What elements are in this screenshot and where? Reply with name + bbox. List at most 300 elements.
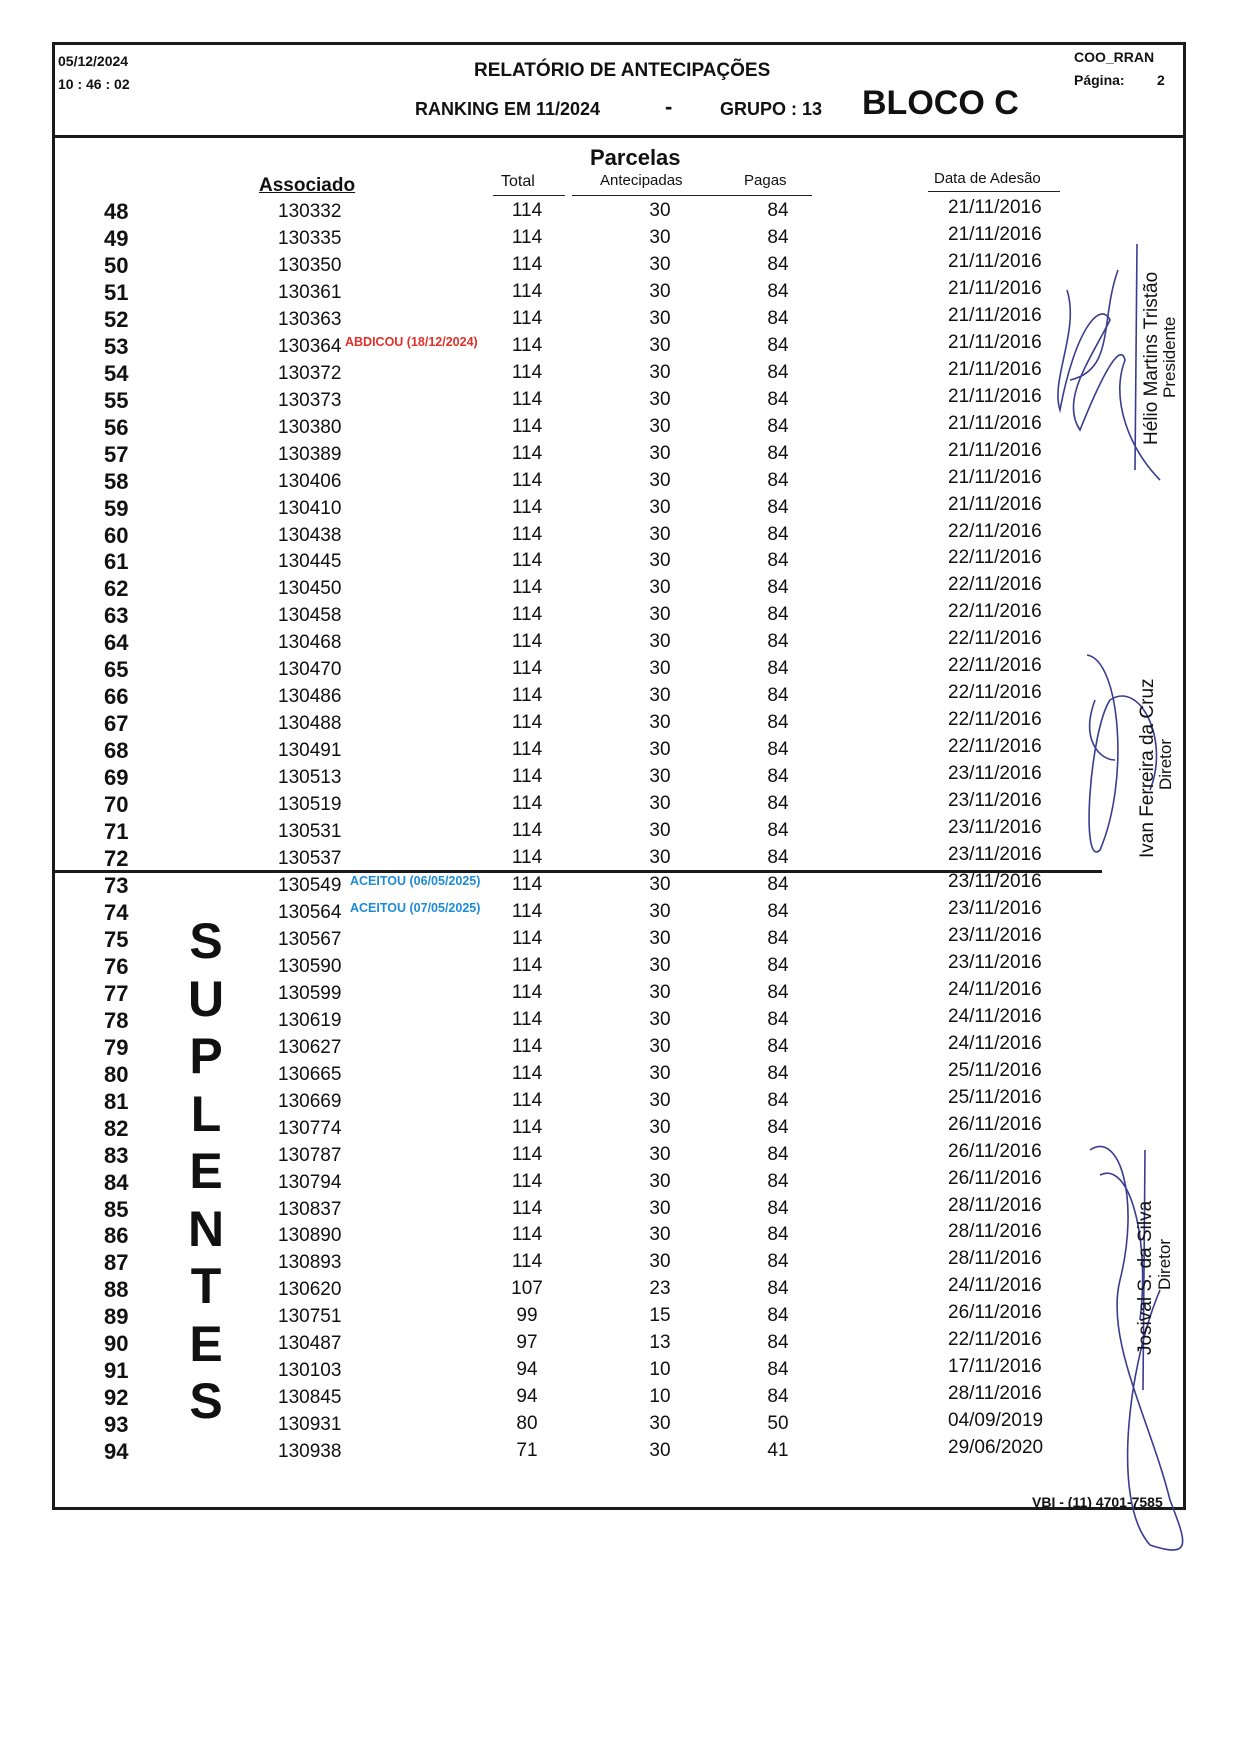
total-cell: 114	[511, 1090, 543, 1111]
total-cell: 114	[511, 1224, 543, 1245]
associado-id: 130519	[278, 794, 342, 815]
total-cell: 114	[511, 982, 543, 1003]
associado-id: 130488	[278, 713, 342, 734]
associado-id: 130491	[278, 740, 342, 761]
pagas-cell: 84	[767, 901, 789, 922]
pagas-cell: 84	[767, 335, 789, 356]
data-adesao-cell: 26/11/2016	[948, 1141, 1042, 1162]
rank-number: 90	[104, 1331, 129, 1356]
rank-number: 53	[104, 334, 129, 359]
total-cell: 114	[511, 847, 543, 868]
page-label: Página:	[1074, 72, 1125, 88]
antecipadas-cell: 30	[649, 308, 671, 329]
associado-id: 130774	[278, 1118, 342, 1139]
data-adesao-cell: 26/11/2016	[948, 1114, 1042, 1135]
pagas-cell: 84	[767, 308, 789, 329]
rank-number: 76	[104, 954, 129, 979]
rank-number: 86	[104, 1223, 129, 1248]
antecipadas-cell: 30	[649, 497, 671, 518]
rank-number: 74	[104, 900, 129, 925]
pagas-cell: 84	[767, 739, 789, 760]
rank-number: 66	[104, 684, 129, 709]
data-adesao-cell: 17/11/2016	[948, 1356, 1042, 1377]
signature-name-ivan: Ivan Ferreira da Cruz	[1137, 678, 1158, 858]
pagas-cell: 84	[767, 1090, 789, 1111]
pagas-cell: 84	[767, 1198, 789, 1219]
associado-id: 130794	[278, 1172, 342, 1193]
suplentes-letter: U	[187, 970, 225, 1027]
total-cell: 97	[516, 1332, 538, 1353]
total-cell: 114	[511, 793, 543, 814]
pagas-cell: 84	[767, 982, 789, 1003]
total-cell: 114	[511, 308, 543, 329]
data-adesao-cell: 21/11/2016	[948, 413, 1042, 434]
associado-id: 130373	[278, 390, 342, 411]
antecipadas-cell: 30	[649, 1251, 671, 1272]
rank-number: 69	[104, 765, 129, 790]
pagas-cell: 84	[767, 524, 789, 545]
pagas-cell: 84	[767, 712, 789, 733]
total-cell: 114	[511, 1009, 543, 1030]
data-adesao-cell: 28/11/2016	[948, 1195, 1042, 1216]
pagas-cell: 84	[767, 604, 789, 625]
associado-id: 130751	[278, 1306, 342, 1327]
total-cell: 114	[511, 874, 543, 895]
antecipadas-cell: 30	[649, 281, 671, 302]
data-adesao-cell: 22/11/2016	[948, 601, 1042, 622]
antecipadas-cell: 30	[649, 1036, 671, 1057]
total-cell: 114	[511, 470, 543, 491]
rank-number: 80	[104, 1062, 129, 1087]
pagas-cell: 84	[767, 928, 789, 949]
status-note: ACEITOU (06/05/2025)	[350, 874, 481, 888]
signature-role-josival: Diretor	[1155, 1238, 1174, 1290]
rank-number: 58	[104, 469, 129, 494]
total-cell: 114	[511, 928, 543, 949]
pagas-cell: 84	[767, 577, 789, 598]
pagas-cell: 84	[767, 955, 789, 976]
data-adesao-cell: 26/11/2016	[948, 1168, 1042, 1189]
rank-number: 48	[104, 199, 129, 224]
associado-id: 130619	[278, 1010, 342, 1031]
pagas-cell: 84	[767, 820, 789, 841]
data-adesao-cell: 24/11/2016	[948, 1006, 1042, 1027]
associado-id: 130332	[278, 201, 342, 222]
data-adesao-cell: 24/11/2016	[948, 979, 1042, 1000]
antecipadas-cell: 30	[649, 901, 671, 922]
pagas-cell: 84	[767, 766, 789, 787]
antecipadas-cell: 30	[649, 820, 671, 841]
associado-id: 130458	[278, 605, 342, 626]
pagas-cell: 84	[767, 793, 789, 814]
pagas-cell: 50	[767, 1413, 789, 1434]
pagas-cell: 84	[767, 1305, 789, 1326]
associado-id: 130537	[278, 848, 342, 869]
associado-id: 130438	[278, 525, 342, 546]
antecipadas-cell: 30	[649, 1009, 671, 1030]
data-adesao-cell: 21/11/2016	[948, 440, 1042, 461]
associado-id: 130599	[278, 983, 342, 1004]
total-cell: 114	[511, 820, 543, 841]
pagas-cell: 84	[767, 874, 789, 895]
data-adesao-cell: 22/11/2016	[948, 655, 1042, 676]
pagas-cell: 84	[767, 1332, 789, 1353]
rank-number: 94	[104, 1439, 129, 1464]
rank-number: 64	[104, 630, 129, 655]
antecipadas-cell: 30	[649, 335, 671, 356]
associado-id: 130372	[278, 363, 342, 384]
rank-number: 81	[104, 1089, 129, 1114]
pagas-cell: 84	[767, 658, 789, 679]
total-cell: 71	[516, 1440, 538, 1461]
data-adesao-cell: 25/11/2016	[948, 1087, 1042, 1108]
rank-number: 54	[104, 361, 129, 386]
rank-number: 71	[104, 819, 129, 844]
total-cell: 114	[511, 443, 543, 464]
antecipadas-cell: 15	[649, 1305, 671, 1326]
total-cell: 80	[516, 1413, 538, 1434]
pagas-cell: 84	[767, 470, 789, 491]
total-cell: 114	[511, 685, 543, 706]
data-adesao-cell: 23/11/2016	[948, 871, 1042, 892]
signature-name-josival: Josival S. da Silva	[1135, 1200, 1156, 1355]
bloco-label: BLOCO C	[862, 84, 1019, 122]
rank-number: 91	[104, 1358, 129, 1383]
antecipadas-cell: 30	[649, 1413, 671, 1434]
antecipadas-header: Antecipadas	[600, 172, 683, 189]
report-code: COO_RRAN	[1074, 49, 1155, 65]
data-adesao-cell: 22/11/2016	[948, 682, 1042, 703]
rank-number: 73	[104, 873, 129, 898]
associado-id: 130361	[278, 282, 342, 303]
associado-id: 130335	[278, 228, 342, 249]
antecipadas-cell: 30	[649, 1117, 671, 1138]
associado-id: 130468	[278, 632, 342, 653]
pagas-header: Pagas	[744, 172, 787, 189]
associado-id: 130486	[278, 686, 342, 707]
data-adesao-cell: 22/11/2016	[948, 628, 1042, 649]
total-cell: 114	[511, 227, 543, 248]
rank-number: 85	[104, 1197, 129, 1222]
antecipadas-cell: 30	[649, 604, 671, 625]
antecipadas-cell: 30	[649, 577, 671, 598]
antecipadas-cell: 30	[649, 658, 671, 679]
total-cell: 114	[511, 901, 543, 922]
total-cell: 114	[511, 577, 543, 598]
antecipadas-cell: 30	[649, 524, 671, 545]
antecipadas-cell: 30	[649, 550, 671, 571]
data-adesao-cell: 25/11/2016	[948, 1060, 1042, 1081]
grupo-label: GRUPO : 13	[720, 99, 823, 119]
associado-id: 130103	[278, 1360, 342, 1381]
data-adesao-cell: 23/11/2016	[948, 817, 1042, 838]
data-adesao-cell: 22/11/2016	[948, 709, 1042, 730]
associado-id: 130549	[278, 875, 342, 896]
antecipadas-cell: 13	[649, 1332, 671, 1353]
data-adesao-cell: 26/11/2016	[948, 1302, 1042, 1323]
antecipadas-cell: 30	[649, 631, 671, 652]
total-cell: 114	[511, 604, 543, 625]
associado-id: 130513	[278, 767, 342, 788]
data-adesao-cell: 22/11/2016	[948, 1329, 1042, 1350]
total-cell: 114	[511, 416, 543, 437]
antecipadas-cell: 30	[649, 1144, 671, 1165]
antecipadas-cell: 30	[649, 1090, 671, 1111]
rank-number: 51	[104, 280, 129, 305]
pagas-cell: 84	[767, 1144, 789, 1165]
antecipadas-cell: 23	[649, 1278, 671, 1299]
data-adesao-header: Data de Adesão	[934, 170, 1041, 187]
suplentes-letter: S	[189, 913, 223, 969]
rank-number: 68	[104, 738, 129, 763]
data-adesao-cell: 21/11/2016	[948, 332, 1042, 353]
pagas-cell: 84	[767, 1224, 789, 1245]
data-adesao-cell: 23/11/2016	[948, 925, 1042, 946]
antecipadas-cell: 30	[649, 955, 671, 976]
suplentes-letter: P	[189, 1028, 223, 1084]
data-adesao-cell: 23/11/2016	[948, 763, 1042, 784]
antecipadas-cell: 30	[649, 416, 671, 437]
associado-id: 130665	[278, 1064, 342, 1085]
rank-number: 55	[104, 388, 129, 413]
data-adesao-cell: 23/11/2016	[948, 952, 1042, 973]
pagas-cell: 84	[767, 254, 789, 275]
pagas-cell: 84	[767, 416, 789, 437]
antecipadas-cell: 30	[649, 793, 671, 814]
pagas-cell: 84	[767, 200, 789, 221]
rank-number: 65	[104, 657, 129, 682]
pagas-cell: 84	[767, 497, 789, 518]
total-cell: 114	[511, 1117, 543, 1138]
associado-id: 130837	[278, 1199, 342, 1220]
total-cell: 114	[511, 955, 543, 976]
suplentes-letter: N	[187, 1200, 225, 1257]
total-cell: 114	[511, 1251, 543, 1272]
associado-id: 130627	[278, 1037, 342, 1058]
data-adesao-cell: 24/11/2016	[948, 1033, 1042, 1054]
total-cell: 99	[516, 1305, 538, 1326]
total-cell: 114	[511, 335, 543, 356]
rank-number: 77	[104, 981, 129, 1006]
pagas-cell: 84	[767, 1036, 789, 1057]
rank-number: 60	[104, 523, 129, 548]
data-adesao-cell: 28/11/2016	[948, 1248, 1042, 1269]
signature-role-helio: Presidente	[1160, 316, 1179, 398]
data-adesao-cell: 21/11/2016	[948, 494, 1042, 515]
associado-id: 130406	[278, 471, 342, 492]
associado-id: 130787	[278, 1145, 342, 1166]
rank-number: 67	[104, 711, 129, 736]
pagas-cell: 84	[767, 443, 789, 464]
status-note: ACEITOU (07/05/2025)	[350, 901, 481, 915]
total-cell: 114	[511, 1198, 543, 1219]
antecipadas-cell: 30	[649, 685, 671, 706]
total-cell: 114	[511, 362, 543, 383]
rank-number: 57	[104, 442, 129, 467]
antecipadas-cell: 30	[649, 389, 671, 410]
associado-id: 130845	[278, 1387, 342, 1408]
data-adesao-cell: 21/11/2016	[948, 278, 1042, 299]
pagas-cell: 84	[767, 389, 789, 410]
total-cell: 114	[511, 658, 543, 679]
associado-header: Associado	[259, 175, 356, 196]
pagas-cell: 84	[767, 1359, 789, 1380]
rank-number: 87	[104, 1250, 129, 1275]
total-cell: 114	[511, 1171, 543, 1192]
total-cell: 114	[511, 766, 543, 787]
total-cell: 114	[511, 1144, 543, 1165]
antecipadas-cell: 30	[649, 739, 671, 760]
data-adesao-cell: 29/06/2020	[948, 1437, 1044, 1458]
pagas-cell: 84	[767, 227, 789, 248]
report-title: RELATÓRIO DE ANTECIPAÇÕES	[474, 60, 771, 81]
associado-id: 130350	[278, 255, 342, 276]
associado-id: 130893	[278, 1252, 342, 1273]
data-adesao-cell: 22/11/2016	[948, 547, 1042, 568]
pagas-cell: 84	[767, 1009, 789, 1030]
data-adesao-cell: 23/11/2016	[948, 844, 1042, 865]
status-note: ABDICOU (18/12/2024)	[345, 335, 478, 349]
associado-id: 130450	[278, 578, 342, 599]
associado-id: 130564	[278, 902, 342, 923]
rank-number: 93	[104, 1412, 129, 1437]
pagas-cell: 84	[767, 685, 789, 706]
rank-number: 83	[104, 1143, 129, 1168]
rank-number: 84	[104, 1170, 129, 1195]
associado-id: 130669	[278, 1091, 342, 1112]
data-adesao-cell: 22/11/2016	[948, 521, 1042, 542]
rank-number: 70	[104, 792, 129, 817]
associado-id: 130470	[278, 659, 342, 680]
total-cell: 114	[511, 631, 543, 652]
associado-id: 130531	[278, 821, 342, 842]
antecipadas-cell: 30	[649, 443, 671, 464]
data-adesao-cell: 21/11/2016	[948, 359, 1042, 380]
pagas-cell: 84	[767, 1063, 789, 1084]
antecipadas-cell: 30	[649, 227, 671, 248]
antecipadas-cell: 30	[649, 712, 671, 733]
data-adesao-cell: 21/11/2016	[948, 251, 1042, 272]
pagas-cell: 84	[767, 1171, 789, 1192]
pagas-cell: 41	[767, 1440, 789, 1461]
antecipadas-cell: 10	[649, 1386, 671, 1407]
report-date: 05/12/2024	[58, 53, 129, 69]
data-adesao-cell: 21/11/2016	[948, 305, 1042, 326]
total-cell: 114	[511, 254, 543, 275]
total-cell: 114	[511, 281, 543, 302]
header-dash: -	[665, 94, 673, 119]
suplentes-letter: L	[190, 1085, 222, 1142]
antecipadas-cell: 30	[649, 1063, 671, 1084]
total-cell: 114	[511, 550, 543, 571]
pagas-cell: 84	[767, 362, 789, 383]
rank-number: 72	[104, 846, 129, 871]
total-cell: 114	[511, 1063, 543, 1084]
ranking-label: RANKING EM 11/2024	[415, 99, 601, 119]
total-cell: 114	[511, 524, 543, 545]
antecipadas-cell: 30	[649, 200, 671, 221]
pagas-cell: 84	[767, 847, 789, 868]
total-cell: 114	[511, 712, 543, 733]
data-adesao-cell: 21/11/2016	[948, 224, 1042, 245]
total-cell: 94	[516, 1386, 538, 1407]
antecipadas-cell: 30	[649, 874, 671, 895]
suplentes-letter: S	[189, 1373, 223, 1429]
rank-number: 89	[104, 1304, 129, 1329]
associado-id: 130445	[278, 551, 342, 572]
associado-id: 130410	[278, 498, 342, 519]
pagas-cell: 84	[767, 631, 789, 652]
footer-contact: VBI - (11) 4701-7585	[1032, 1494, 1163, 1510]
rank-number: 50	[104, 253, 129, 278]
antecipadas-cell: 30	[649, 1171, 671, 1192]
data-adesao-cell: 21/11/2016	[948, 467, 1042, 488]
suplentes-letter: E	[189, 1315, 223, 1372]
associado-id: 130590	[278, 956, 342, 977]
pagas-cell: 84	[767, 1251, 789, 1272]
total-cell: 114	[511, 200, 543, 221]
signature-role-ivan: Diretor	[1156, 738, 1175, 790]
rank-number: 59	[104, 496, 129, 521]
suplentes-letter: E	[189, 1143, 223, 1199]
total-cell: 114	[511, 739, 543, 760]
data-adesao-cell: 28/11/2016	[948, 1221, 1042, 1242]
pagas-cell: 84	[767, 1278, 789, 1299]
data-adesao-cell: 23/11/2016	[948, 790, 1042, 811]
report-time: 10 : 46 : 02	[58, 76, 130, 92]
pagas-cell: 84	[767, 1117, 789, 1138]
pagas-cell: 84	[767, 281, 789, 302]
data-adesao-cell: 28/11/2016	[948, 1383, 1042, 1404]
data-adesao-cell: 24/11/2016	[948, 1275, 1042, 1296]
total-header: Total	[501, 173, 535, 190]
antecipadas-cell: 30	[649, 1440, 671, 1461]
parcelas-header: Parcelas	[590, 145, 681, 170]
associado-id: 130567	[278, 929, 342, 950]
signature-name-helio: Hélio Martins Tristão	[1141, 271, 1162, 445]
associado-id: 130363	[278, 309, 342, 330]
rank-number: 78	[104, 1008, 129, 1033]
antecipadas-cell: 30	[649, 1198, 671, 1219]
rank-number: 61	[104, 549, 129, 574]
rank-number: 62	[104, 576, 129, 601]
rank-number: 63	[104, 603, 129, 628]
data-adesao-cell: 22/11/2016	[948, 574, 1042, 595]
rank-number: 49	[104, 226, 129, 251]
rank-number: 92	[104, 1385, 129, 1410]
associado-id: 130890	[278, 1225, 342, 1246]
antecipadas-cell: 30	[649, 928, 671, 949]
antecipadas-cell: 30	[649, 1224, 671, 1245]
page-number: 2	[1157, 72, 1165, 88]
rank-number: 88	[104, 1277, 129, 1302]
data-adesao-cell: 22/11/2016	[948, 736, 1042, 757]
rank-number: 52	[104, 307, 129, 332]
total-cell: 94	[516, 1359, 538, 1380]
data-adesao-cell: 21/11/2016	[948, 386, 1042, 407]
associado-id: 130487	[278, 1333, 342, 1354]
associado-id: 130938	[278, 1441, 342, 1462]
data-adesao-cell: 04/09/2019	[948, 1410, 1044, 1431]
total-cell: 114	[511, 1036, 543, 1057]
associado-id: 130389	[278, 444, 342, 465]
associado-id: 130364	[278, 336, 342, 357]
pagas-cell: 84	[767, 550, 789, 571]
antecipadas-cell: 30	[649, 766, 671, 787]
antecipadas-cell: 30	[649, 362, 671, 383]
antecipadas-cell: 10	[649, 1359, 671, 1380]
rank-number: 56	[104, 415, 129, 440]
